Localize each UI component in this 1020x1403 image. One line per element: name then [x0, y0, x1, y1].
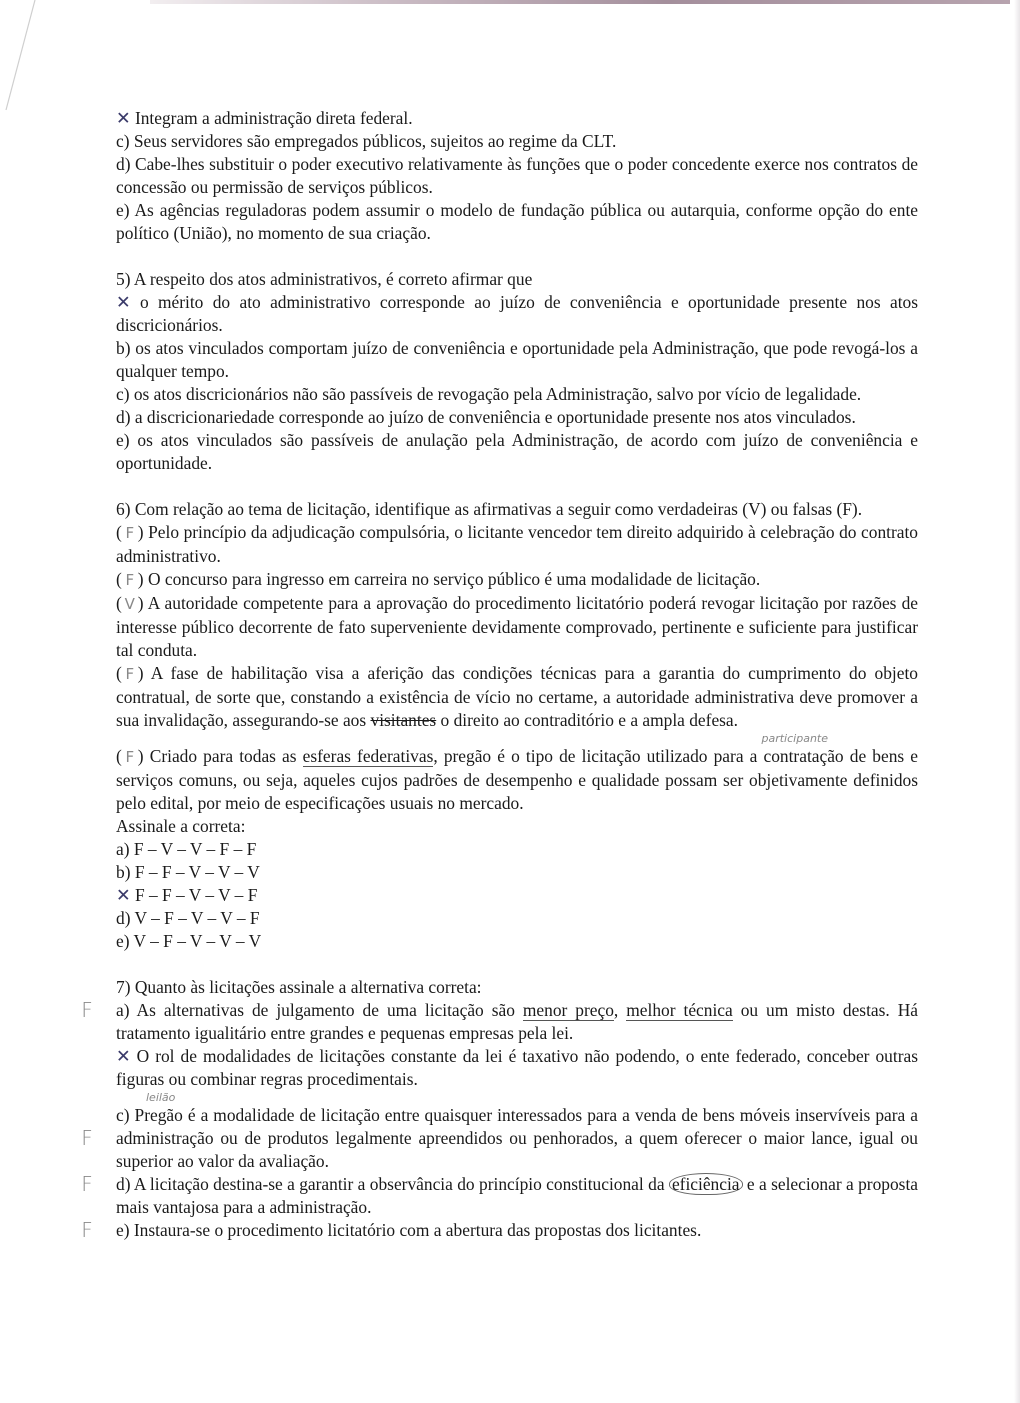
underlined-phrase: melhor técnica	[626, 1000, 733, 1020]
handwritten-answer: F	[125, 571, 135, 589]
q5-option-a: ✕ o mérito do ato administrativo corresponde ao juízo de conveniência e oportunidade presente nos atos discricionários.	[116, 292, 918, 335]
q7-option-b: ✕ O rol de modalidades de licitações constante da lei é taxativo não podendo, o ente federado, conceber outras figuras ou combinar regras procedimentais.	[116, 1046, 918, 1089]
scan-edge-right	[1014, 0, 1020, 1403]
q6-option-b: b) F – F – V – V – V	[116, 862, 260, 882]
q6-statement-5: ( F ) Criado para todas as esferas federativas, pregão é o tipo de licitação utilizado para a contratação de bens e serviços comuns, ou seja, aqueles cujos padrões de desempenho e qualidade possam ser objetivamente definidos pelo edital, por meio de especificações usuais no mercado.	[116, 746, 919, 813]
q6-stem: 6) Com relação ao tema de licitação, identifique as afirmativas a seguir como verdadeiras (V) ou falsas (F).	[116, 499, 863, 519]
q4-option-d: d) Cabe-lhes substituir o poder executivo relativamente às funções que o poder concedente exerce nos contratos de concessão ou permissão de serviços públicos.	[116, 154, 918, 197]
underlined-phrase: menor preço	[522, 1000, 614, 1020]
q5-option-c: c) os atos discricionários não são passíveis de revogação pela Administração, salvo por vício de legalidade.	[116, 384, 862, 404]
x-mark-icon: ✕	[116, 885, 131, 905]
q4-option-c: c) Seus servidores são empregados públicos, sujeitos ao regime da CLT.	[116, 131, 617, 151]
q7-row-c	[81, 1104, 918, 1173]
handwritten-answer: F	[125, 665, 135, 683]
handwritten-answer: F	[125, 748, 135, 766]
q6-prompt: Assinale a correta:	[116, 816, 246, 836]
scan-edge-top	[150, 0, 1010, 4]
question-7	[81, 976, 918, 1242]
handwritten-note: leilão	[146, 1091, 176, 1104]
paper-fold-mark	[0, 0, 40, 120]
q4-option-e: e) As agências reguladoras podem assumir o modelo de fundação pública ou autarquia, conforme opção do ente político (União), no momento de sua criação.	[116, 200, 918, 243]
q5-option-e: e) os atos vinculados são passíveis de anulação pela Administração, de acordo com juízo de conveniência e oportunidade.	[116, 430, 918, 473]
x-mark-icon: ✕	[116, 292, 131, 312]
exam-page	[81, 107, 919, 1265]
handwritten-correction: participante	[761, 732, 828, 745]
q7-option-d: d) A licitação destina-se a garantir a observância do princípio constitucional da eficiência e a selecionar a proposta mais vantajosa para a administração.	[116, 1174, 918, 1217]
underlined-phrase: esferas federativas	[302, 746, 434, 766]
q6-statement-4: ( F ) A fase de habilitação visa a aferição das condições técnicas para a garantia do cumprimento do objeto contratual, de sorte que, constando a existência de vício no certame, a autoridade administrativa deve promover a sua invalidação, assegurando-se aos visitantes o direito ao contraditório e a ampla defesa.	[116, 663, 918, 730]
q5-option-d: d) a discricionariedade corresponde ao juízo de conveniência e oportunidade presente nos atos vinculados.	[116, 407, 856, 427]
x-mark-icon: ✕	[116, 108, 131, 128]
q6-option-c: ✕ F – F – V – V – F	[116, 885, 258, 905]
q7-row-a	[81, 998, 918, 1045]
q5-option-b: b) os atos vinculados comportam juízo de conveniência e oportunidade pela Administração, que pode revogá-los a qualquer tempo.	[116, 338, 918, 381]
q7-option-e: e) Instaura-se o procedimento licitatório com a abertura das propostas dos licitantes.	[116, 1220, 702, 1240]
q7-option-c: c) Pregão é a modalidade de licitação entre quaisquer interessados para a venda de bens móveis inservíveis para a administração ou de produtos legalmente apreendidos ou penhorados, a quem oferecer o maior lance, igual ou superior ao valor da avaliação.	[116, 1105, 918, 1171]
x-mark-icon: ✕	[116, 1046, 131, 1066]
margin-mark-a: F	[81, 998, 93, 1022]
q7-row-e	[81, 1218, 918, 1242]
q6-option-d: d) V – F – V – V – F	[116, 908, 260, 928]
handwritten-answer: V	[124, 595, 135, 613]
struck-word: visitantes	[370, 710, 437, 730]
q6-statement-2: ( F ) O concurso para ingresso em carreira no serviço público é uma modalidade de licitação.	[116, 568, 918, 592]
question-6	[116, 498, 918, 953]
q7-row-d	[81, 1172, 918, 1219]
q6-statement-3: ( V ) A autoridade competente para a aprovação do procedimento licitatório poderá revogar licitação por razões de interesse público decorrente de fato superveniente devidamente comprovado, pertinente e suficiente para justificar tal conduta.	[116, 593, 918, 660]
q5-stem: 5) A respeito dos atos administrativos, é correto afirmar que	[116, 269, 533, 289]
q7-stem: 7) Quanto às licitações assinale a alternativa correta:	[116, 977, 482, 997]
handwritten-answer: F	[125, 524, 135, 542]
question-5	[116, 268, 918, 475]
question-4-remaining-options	[116, 107, 918, 245]
q6-statement-1: ( F ) Pelo princípio da adjudicação compulsória, o licitante vencedor tem direito adquirido à celebração do contrato administrativo.	[116, 522, 919, 566]
margin-mark-e: F	[81, 1218, 93, 1242]
margin-mark-c: F	[81, 1126, 93, 1150]
q6-option-a: a) F – V – V – F – F	[116, 839, 257, 859]
q6-option-e: e) V – F – V – V – V	[116, 931, 262, 951]
circled-word: eficiência	[669, 1173, 743, 1195]
margin-mark-d: F	[81, 1172, 93, 1196]
q4-option-b: ✕ Integram a administração direta federal.	[116, 108, 413, 128]
q7-option-a: a) As alternativas de julgamento de uma licitação são menor preço, melhor técnica ou um misto destas. Há tratamento igualitário entre grandes e pequenas empresas pela lei.	[116, 1000, 918, 1043]
